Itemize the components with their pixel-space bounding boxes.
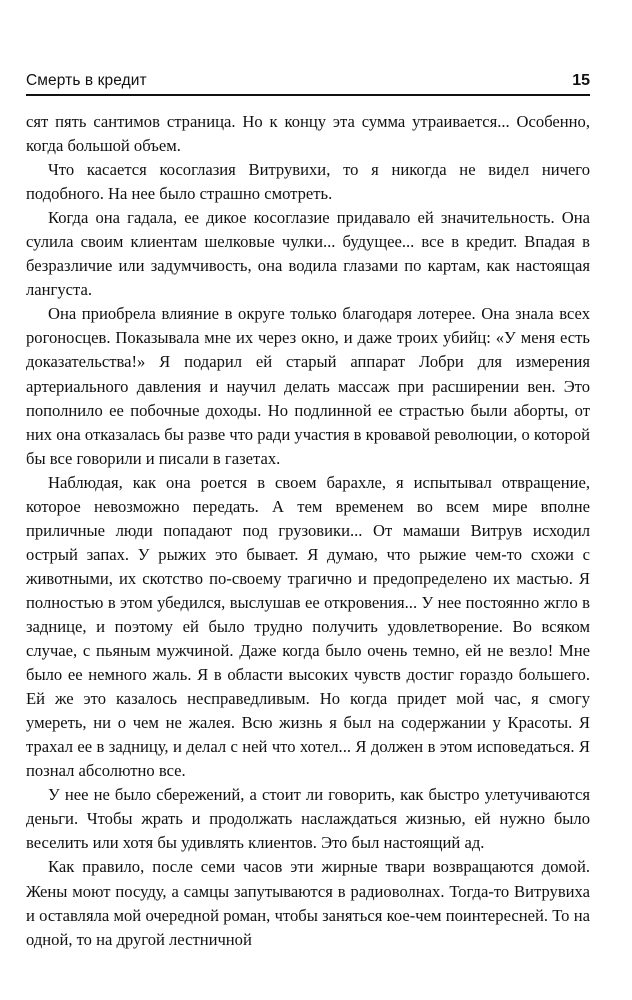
running-title: Смерть в кредит xyxy=(26,72,147,89)
paragraph-3: Когда она гадала, ее дикое косоглазие придавало ей значительность. Она сулила своим клиентам шелковые чулки... будущее... все в кредит. Впадая в безразличие или задумчивость, она водила глазами по картам, как настоящая лангуста. xyxy=(26,208,590,300)
running-header xyxy=(26,72,590,96)
page-number: 15 xyxy=(572,72,590,89)
book-page xyxy=(26,72,590,952)
paragraph-1: сят пять сантимов страница. Но к концу эта сумма утраивается... Особенно, когда большой объем. xyxy=(26,112,590,156)
paragraph-2: Что касается косоглазия Витрувихи, то я никогда не видел ничего подобного. На нее было страшно смотреть. xyxy=(26,160,590,204)
paragraph-4: Она приобрела влияние в округе только благодаря лотерее. Она знала всех рогоносцев. Показывала мне их через окно, и даже троих убийц: «У меня есть доказательства!» Я подарил ей старый аппарат Лобри для измерения артериального давления и научил делать массаж при расширении вен. Это пополнило ее побочные доходы. Но подлинной ее страстью были аборты, от них она отказалась бы разве что ради участия в кровавой революции, о которой бы все говорили и писали в газетах. xyxy=(26,304,590,468)
paragraph-7: Как правило, после семи часов эти жирные твари возвращаются домой. Жены моют посуду, а самцы запутываются в радиоволнах. Тогда-то Витрувиха и оставляла мой очередной роман, чтобы заняться кое-чем поинтересней. То на одной, то на другой лестничной xyxy=(26,857,590,949)
paragraph-5: Наблюдая, как она роется в своем барахле, я испытывал отвращение, которое невозможно передать. А тем временем во всем мире вполне приличные люди попадают под грузовики... От мамаши Витрув исходил острый запах. У рыжих это бывает. Я думаю, что рыжие чем-то схожи с животными, их скотство по-своему трагично и предопределено их мастью. Я полностью в этом убедился, выслушав ее откровения... У нее постоянно жгло в заднице, и поэтому ей было трудно получить удовлетворение. Во всяком случае, с пьяным мужчиной. Даже когда было очень темно, ей не везло! Мне было ее немного жаль. Я в области высоких чувств достиг гораздо большего. Ей же это казалось несправедливым. Но когда придет мой час, я смогу умереть, ни о чем не жалея. Всю жизнь я был на содержании у Красоты. Я трахал ее в задницу, и делал с ней что хотел... Я должен в этом исповедаться. Я познал абсолютно все. xyxy=(26,472,590,781)
paragraph-6: У нее не было сбережений, а стоит ли говорить, как быстро улетучиваются деньги. Чтобы жрать и продолжать наслаждаться жизнью, ей нужно было веселить или хотя бы удивлять клиентов. Это был настоящий ад. xyxy=(26,785,590,853)
body-text xyxy=(26,110,590,952)
